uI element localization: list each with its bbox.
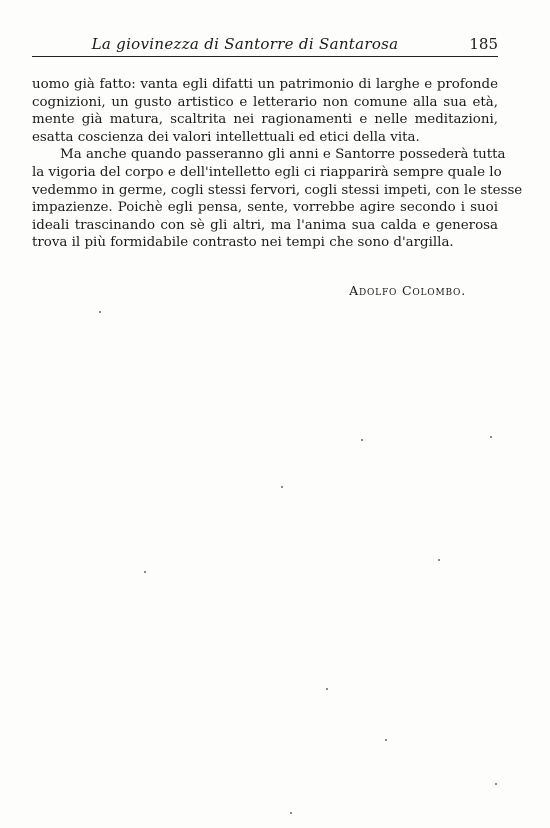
text-line: la vigoria del corpo e dell'intelletto egli ci riapparirà sempre quale lo <box>32 164 502 180</box>
text-line: trova il più formidabile contrasto nei tempi che sono d'argilla. <box>32 235 454 251</box>
body-text <box>32 76 523 252</box>
running-header <box>32 34 498 54</box>
text-line: mente già matura, scaltrita nei ragionamenti e nelle meditazioni, <box>32 112 498 128</box>
text-line: cognizioni, un gusto artistico e letterario non comune alla sua età, <box>32 94 498 110</box>
text-line: Ma anche quando passeranno gli anni e Santorre possederà tutta <box>60 147 506 163</box>
scan-speck <box>290 812 292 814</box>
scan-speck <box>490 436 492 438</box>
scan-speck <box>385 739 387 741</box>
paragraph-1 <box>32 76 498 146</box>
scan-speck <box>281 486 283 488</box>
page-number: 185 <box>469 35 498 53</box>
text-line: vedemmo in germe, cogli stessi fervori, cogli stessi impeti, con le stesse <box>32 182 523 198</box>
header-rule <box>32 56 498 57</box>
author-signature: Adolfo Colombo. <box>349 283 466 298</box>
scan-speck <box>495 783 497 785</box>
running-title: La giovinezza di Santorre di Santarosa <box>91 35 399 53</box>
scan-speck <box>438 559 440 561</box>
scan-speck <box>361 439 363 441</box>
scan-speck <box>144 571 146 573</box>
text-line: uomo già fatto: vanta egli difatti un patrimonio di larghe e profonde <box>32 77 498 92</box>
text-line: impazienze. Poichè egli pensa, sente, vorrebbe agire secondo i suoi <box>32 200 498 216</box>
scan-speck <box>326 688 328 690</box>
paragraph-2 <box>32 146 523 252</box>
text-line: ideali trascinando con sè gli altri, ma l'anima sua calda e generosa <box>32 217 498 233</box>
text-line: esatta coscienza dei valori intellettuali ed etici della vita. <box>32 129 420 145</box>
scan-speck <box>99 311 101 313</box>
